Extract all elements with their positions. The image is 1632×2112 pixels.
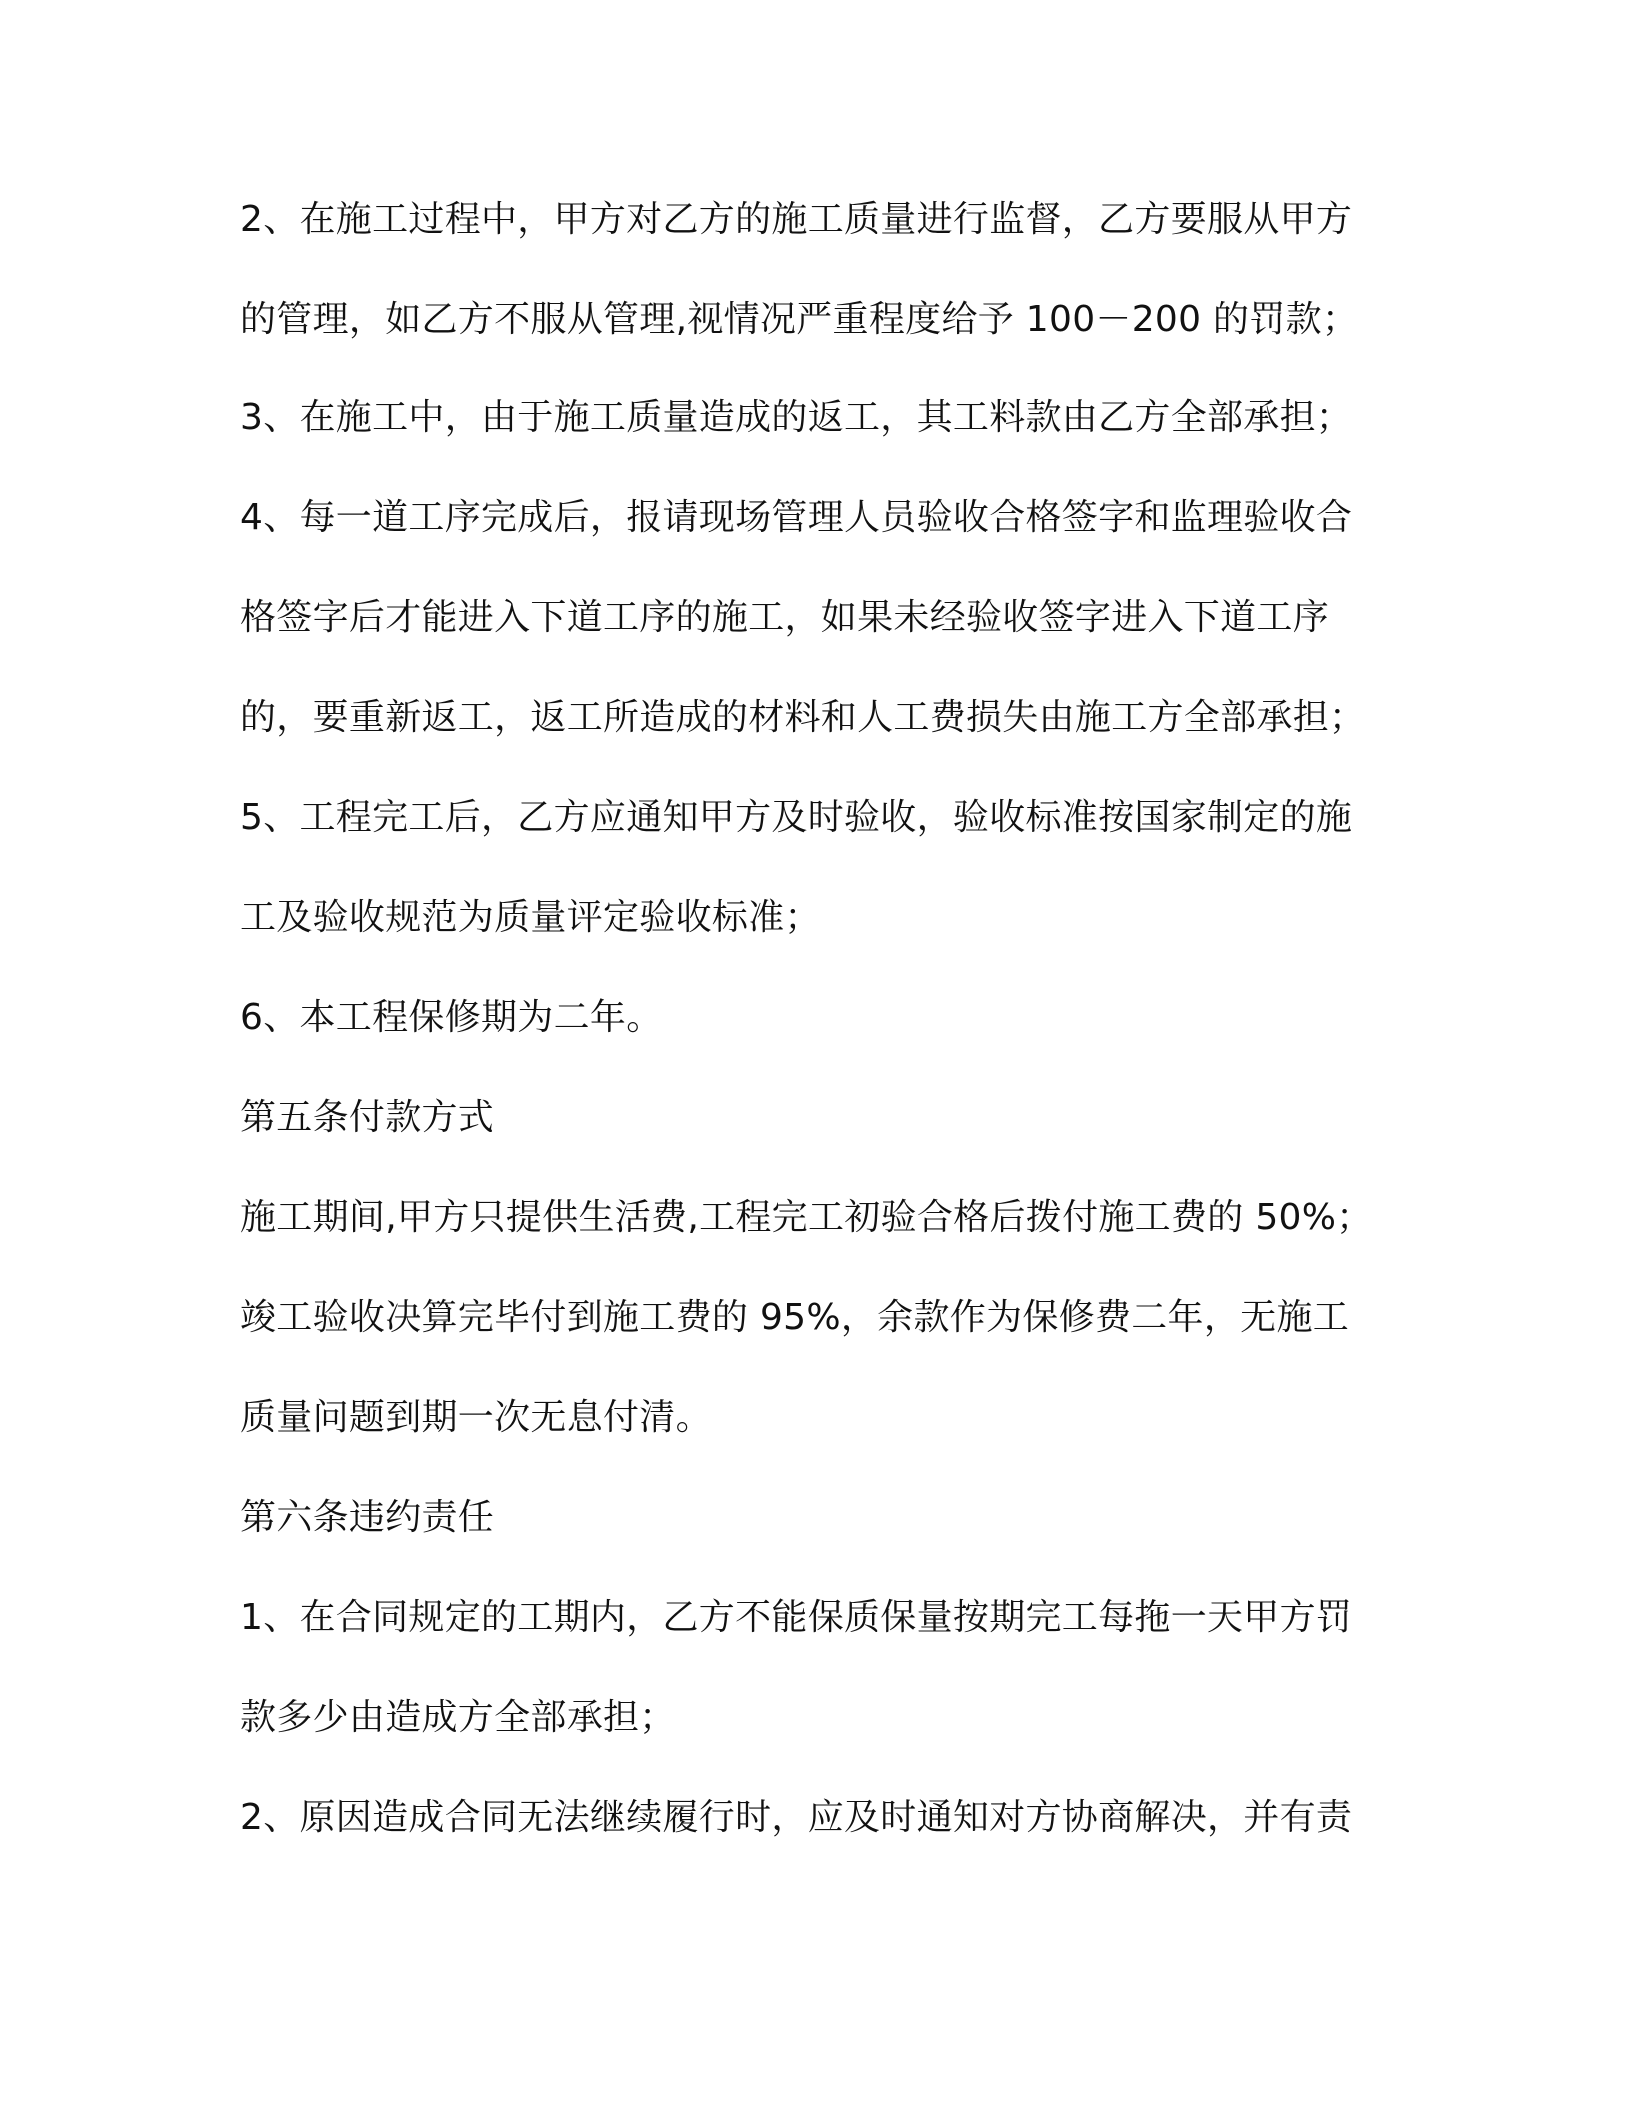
section-heading: 第五条付款方式 bbox=[240, 1097, 495, 1138]
text-line: 工及验收规范为质量评定验收标准； bbox=[240, 897, 821, 938]
text-line: 的，要重新返工，返工所造成的材料和人工费损失由施工方全部承担； bbox=[240, 697, 1366, 738]
text-line: 1、在合同规定的工期内，乙方不能保质保量按期完工每拖一天甲方罚 bbox=[240, 1597, 1353, 1638]
text-line: 竣工验收决算完毕付到施工费的 95%，余款作为保修费二年，无施工 bbox=[240, 1297, 1350, 1338]
text-line: 2、原因造成合同无法继续履行时，应及时通知对方协商解决，并有责 bbox=[240, 1797, 1353, 1838]
text-line: 3、在施工中，由于施工质量造成的返工，其工料款由乙方全部承担； bbox=[240, 397, 1353, 438]
section-heading: 第六条违约责任 bbox=[240, 1497, 495, 1538]
text-line: 的管理，如乙方不服从管理,视情况严重程度给予 100－200 的罚款； bbox=[240, 299, 1359, 340]
text-line: 4、每一道工序完成后，报请现场管理人员验收合格签字和监理验收合 bbox=[240, 497, 1353, 538]
text-line: 款多少由造成方全部承担； bbox=[240, 1697, 676, 1738]
text-line: 施工期间,甲方只提供生活费,工程完工初验合格后拨付施工费的 50%； bbox=[240, 1197, 1373, 1238]
text-line: 格签字后才能进入下道工序的施工，如果未经验收签字进入下道工序 bbox=[240, 597, 1330, 638]
text-line: 2、在施工过程中，甲方对乙方的施工质量进行监督，乙方要服从甲方 bbox=[240, 199, 1353, 240]
text-line: 质量问题到期一次无息付清。 bbox=[240, 1397, 712, 1438]
text-line: 5、工程完工后，乙方应通知甲方及时验收，验收标准按国家制定的施 bbox=[240, 797, 1353, 838]
text-line: 6、本工程保修期为二年。 bbox=[240, 997, 663, 1038]
